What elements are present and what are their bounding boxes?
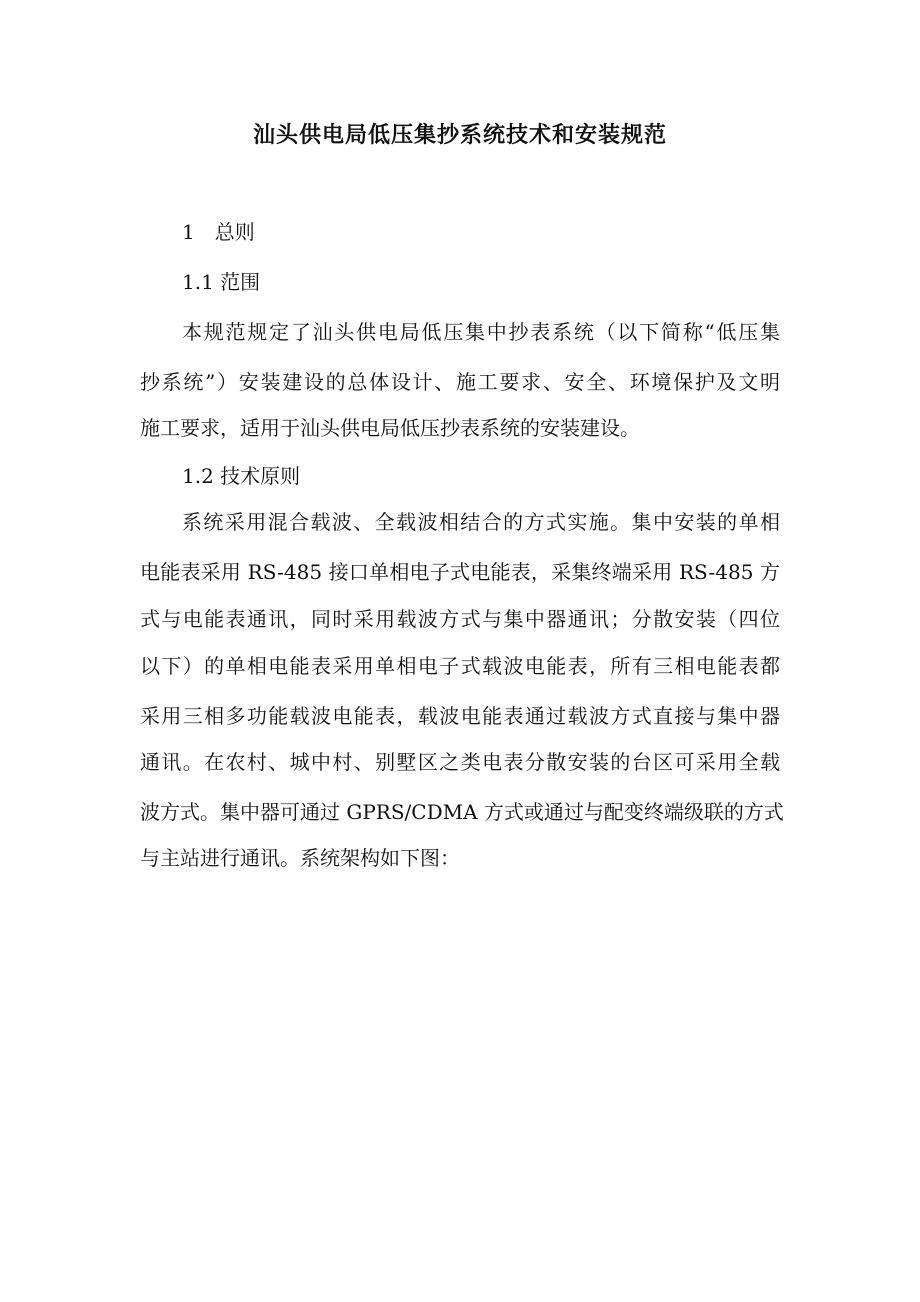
paragraph-line: 本规范规定了汕头供电局低压集中抄表系统（以下简称“低压集 xyxy=(182,320,780,344)
paragraph-line: 波方式。集中器可通过 GPRS/CDMA 方式或通过与配变终端级联的方式 xyxy=(140,800,784,824)
paragraph-line: 施工要求，适用于汕头供电局低压抄表系统的安装建设。 xyxy=(140,416,640,440)
paragraph-line: 采用三相多功能载波电能表，载波电能表通过载波方式直接与集中器 xyxy=(140,704,780,728)
document-title: 汕头供电局低压集抄系统技术和安装规范 xyxy=(252,122,667,148)
paragraph-line: 式与电能表通讯，同时采用载波方式与集中器通讯；分散安装（四位 xyxy=(140,607,780,631)
section-heading-scope: 1.1 范围 xyxy=(182,270,261,294)
section-heading-general: 1 总则 xyxy=(182,220,255,244)
paragraph-line: 系统采用混合载波、全载波相结合的方式实施。集中安装的单相 xyxy=(182,510,780,534)
paragraph-line: 以下）的单相电能表采用单相电子式载波电能表，所有三相电能表都 xyxy=(140,654,780,678)
paragraph-line: 抄系统”）安装建设的总体设计、施工要求、安全、环境保护及文明 xyxy=(140,370,780,394)
paragraph-line: 电能表采用 RS-485 接口单相电子式电能表，采集终端采用 RS-485 方 xyxy=(140,560,780,584)
paragraph-line: 通讯。在农村、城中村、别墅区之类电表分散安装的台区可采用全载 xyxy=(140,750,780,774)
paragraph-line: 与主站进行通讯。系统架构如下图： xyxy=(140,846,460,870)
section-heading-principles: 1.2 技术原则 xyxy=(182,464,301,488)
